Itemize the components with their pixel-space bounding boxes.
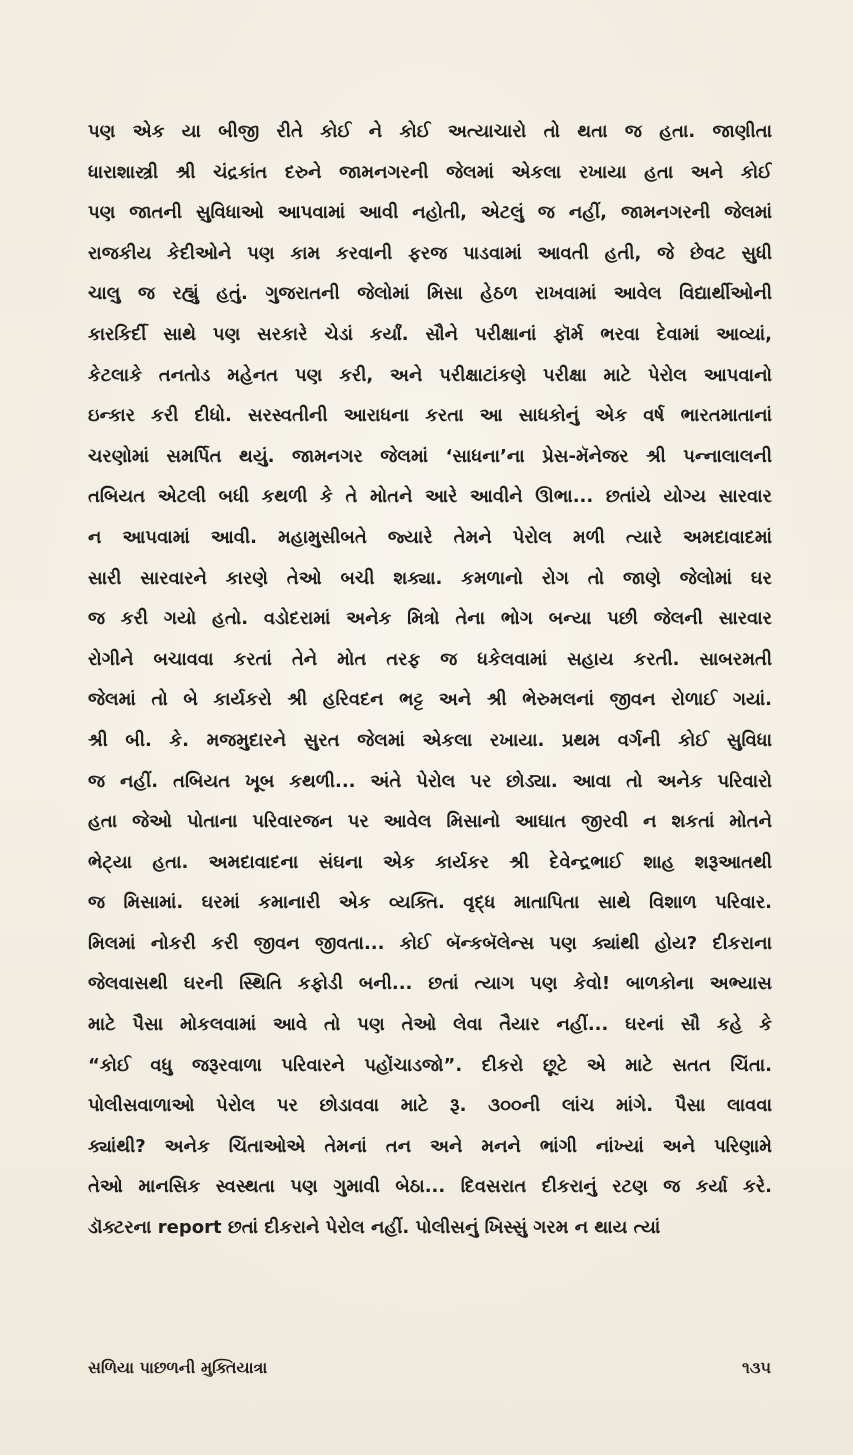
text-line: પણ જાતની સુવિધાઓ આપવામાં આવી નહોતી, એટલું જ નહીં, જામનગરની જેલમાં: [88, 202, 772, 224]
text-line: જ કરી ગયો હતો. વડોદરામાં અનેક મિત્રો તેના ભોગ બન્યા પછી જેલની સારવાર: [88, 608, 772, 630]
text-line: પણ એક યા બીજી રીતે કોઈ ને કોઈ અત્યાચારો તો થતા જ હતા. જાણીતા: [88, 121, 772, 142]
text-line: કેટલાકે તનતોડ મહેનત પણ કરી, અને પરીક્ષાટાંકણે પરીક્ષા માટે પેરોલ આપવાનો: [88, 364, 772, 386]
text-line: ધારાશાસ્ત્રી શ્રી ચંદ્રકાંત દરુને જામનગરની જેલમાં એકલા રખાયા હતા અને કોઈ: [88, 161, 772, 183]
text-line: હતા જેઓ પોતાના પરિવારજન પર આવેલ મિસાનો આઘાત જીરવી ન શકતાં મોતને: [88, 811, 772, 833]
text-line: જેલવાસથી ઘરની સ્થિતિ કફોડી બની... છતાં ત્યાગ પણ કેવો! બાળકોના અભ્યાસ: [88, 973, 772, 995]
text-line: જેલમાં તો બે કાર્યકરો શ્રી હરિવદન ભટ્ટ અને શ્રી ભેરુમલનાં જીવન રોળાઈ ગયાં.: [88, 689, 772, 711]
running-footer-title: સળિયા પાછળની મુક્તિયાત્રા: [88, 1358, 268, 1377]
text-line: ઇન્કાર કરી દીધો. સરસ્વતીની આરાધના કરતા આ સાધકોનું એક વર્ષ ભારતમાતાનાં: [88, 405, 772, 427]
text-line: ન આપવામાં આવી. મહામુસીબતે જ્યારે તેમને પેરોલ મળી ત્યારે અમદાવાદમાં: [88, 526, 772, 548]
text-line: ચરણોમાં સમર્પિત થયું. જામનગર જેલમાં ‘સાધના’ના પ્રેસ-મૅનેજર શ્રી પન્નાલાલની: [88, 445, 772, 467]
text-line: મિલમાં નોકરી કરી જીવન જીવતા... કોઈ બૅન્કબૅલેન્સ પણ ક્યાંથી હોય? દીકરાના: [88, 932, 772, 954]
text-line: શ્રી બી. કે. મજમુદારને સુરત જેલમાં એકલા રખાયા. પ્રથમ વર્ગની કોઈ સુવિધા: [88, 729, 772, 751]
text-line: જ નહીં. તબિયત ખૂબ કથળી... અંતે પેરોલ પર છોડ્યા. આવા તો અનેક પરિવારો: [88, 770, 772, 792]
text-line: ચાલુ જ રહ્યું હતું. ગુજરાતની જેલોમાં મિસા હેઠળ રાખવામાં આવેલ વિદ્યાર્થીઓની: [88, 283, 772, 305]
text-line: જ મિસામાં. ઘરમાં કમાનારી એક વ્યક્તિ. વૃદ્ધ માતાપિતા સાથે વિશાળ પરિવાર.: [88, 892, 772, 914]
text-line: ભેટ્યા હતા. અમદાવાદના સંઘના એક કાર્યકર શ્રી દેવેન્દ્રભાઈ શાહ શરૂઆતથી: [88, 851, 772, 873]
body-text: [88, 112, 772, 1249]
text-line: રાજકીય કેદીઓને પણ કામ કરવાની ફરજ પાડવામાં આવતી હતી, જે છેવટ સુધી: [88, 242, 772, 264]
text-line: તબિયત એટલી બધી કથળી કે તે મોતને આરે આવીને ઊભા... છતાંયે યોગ્ય સારવાર: [88, 486, 772, 508]
text-line: તેઓ માનસિક સ્વસ્થતા પણ ગુમાવી બેઠા... દિવસરાત દીકરાનું રટણ જ કર્યા કરે.: [88, 1176, 772, 1198]
text-line: સારી સારવારને કારણે તેઓ બચી શક્યા. કમળાનો રોગ તો જાણે જેલોમાં ઘર: [88, 567, 772, 589]
page-number: ૧૩૫: [741, 1358, 771, 1377]
text-line: “કોઈ વધુ જરૂરવાળા પરિવારને પહોંચાડજો”. દીકરો છૂટે એ માટે સતત ચિંતા.: [88, 1054, 772, 1076]
text-line: રોગીને બચાવવા કરતાં તેને મોત તરફ જ ધકેલવામાં સહાય કરતી. સાબરમતી: [88, 648, 772, 670]
text-line: ડૉક્ટરના report છતાં દીકરાને પેરોલ નહીં. પોલીસનું ખિસ્સું ગરમ ન થાય ત્યાં: [88, 1217, 661, 1239]
text-line: કારકિર્દી સાથે પણ સરકારે ચેડાં કર્યાં. સૌને પરીક્ષાનાં ફૉર્મ ભરવા દેવામાં આવ્યાં,: [88, 323, 772, 345]
text-line: માટે પૈસા મોકલવામાં આવે તો પણ તેઓ લેવા તૈયાર નહીં... ઘરનાં સૌ કહે કે: [88, 1014, 772, 1036]
text-line: પોલીસવાળાઓ પેરોલ પર છોડાવવા માટે રૂ. ૩૦૦ની લાંચ માંગે. પૈસા લાવવા: [88, 1095, 772, 1117]
text-line: ક્યાંથી? અનેક ચિંતાઓએ તેમનાં તન અને મનને ભાંગી નાંખ્યાં અને પરિણામે: [88, 1135, 772, 1157]
